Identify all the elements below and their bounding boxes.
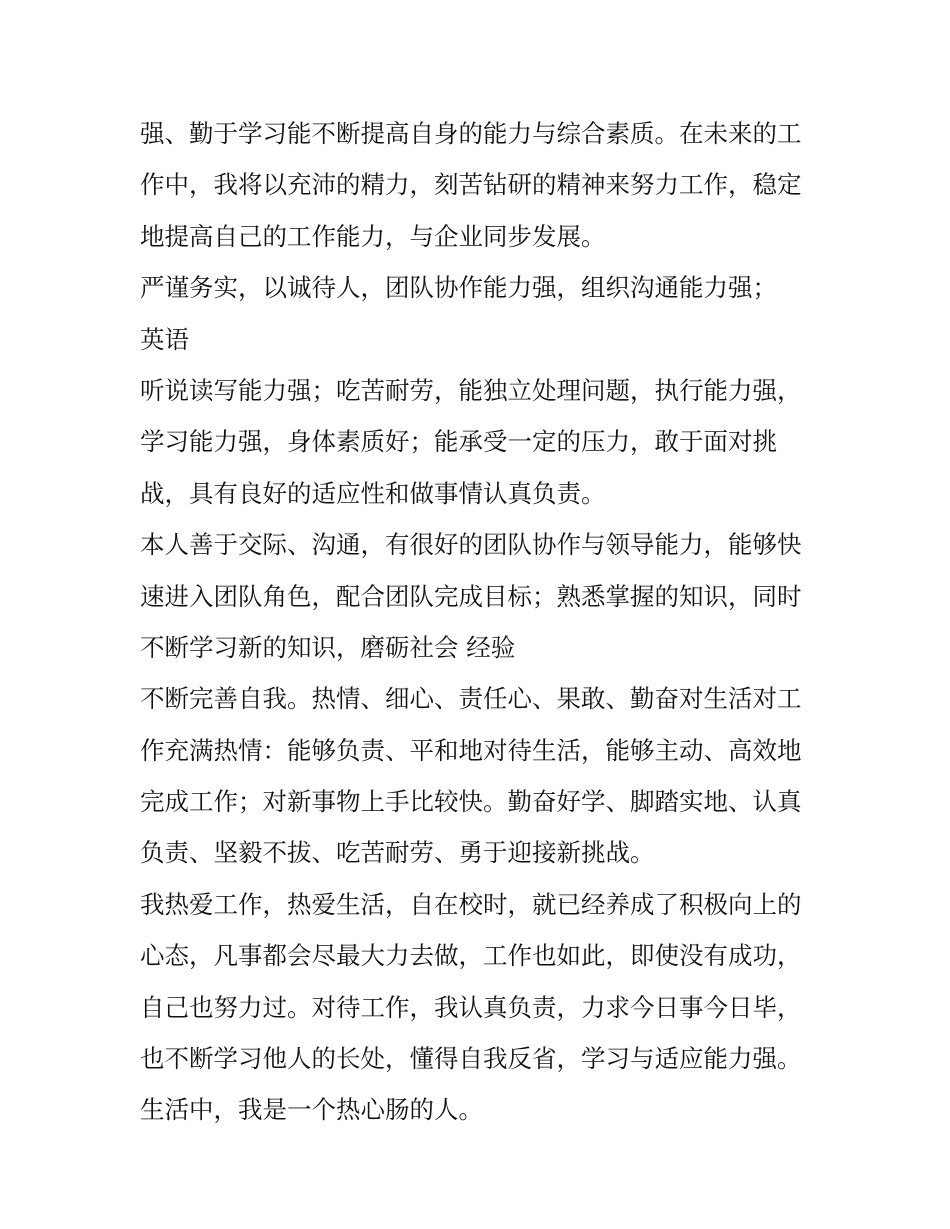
text-line: 完成工作；对新事物上手比较快。勤奋好学、脚踏实地、认真 [140, 787, 802, 817]
text-line: 负责、坚毅不拔、吃苦耐劳、勇于迎接新挑战。 [140, 838, 655, 868]
text-line: 不断完善自我。热情、细心、责任心、果敢、勤奋对生活对工 [140, 684, 802, 714]
text-line: 我热爱工作，热爱生活，自在校时，就已经养成了积极向上的 [140, 889, 802, 919]
text-line: 自己也努力过。对待工作，我认真负责，力求今日事今日毕， [140, 992, 802, 1022]
text-line: 严谨务实，以诚待人，团队协作能力强，组织沟通能力强； [140, 273, 777, 303]
text-line: 心态，凡事都会尽最大力去做，工作也如此，即使没有成功， [140, 941, 802, 971]
text-line: 英语 [140, 324, 189, 354]
text-line: 地提高自己的工作能力，与企业同步发展。 [140, 221, 606, 251]
text-line: 速进入团队角色，配合团队完成目标；熟悉掌握的知识，同时 [140, 581, 802, 611]
text-line: 战，具有良好的适应性和做事情认真负责。 [140, 478, 606, 508]
text-line: 不断学习新的知识，磨砺社会 经验 [140, 632, 516, 662]
text-line: 强、勤于学习能不断提高自身的能力与综合素质。在未来的工 [140, 119, 802, 148]
text-line: 作充满热情：能够负责、平和地对待生活，能够主动、高效地 [140, 735, 802, 765]
text-line: 学习能力强，身体素质好；能承受一定的压力，敢于面对挑 [140, 427, 777, 457]
text-line: 生活中，我是一个热心肠的人。 [140, 1095, 483, 1125]
text-line: 本人善于交际、沟通，有很好的团队协作与领导能力，能够快 [140, 530, 802, 560]
text-line: 也不断学习他人的长处，懂得自我反省，学习与适应能力强。 [140, 1044, 802, 1074]
text-line: 听说读写能力强；吃苦耐劳，能独立处理问题，执行能力强， [140, 375, 802, 405]
document-body-text [140, 108, 830, 1136]
text-line: 作中，我将以充沛的精力，刻苦钻研的精神来努力工作，稳定 [140, 170, 802, 200]
